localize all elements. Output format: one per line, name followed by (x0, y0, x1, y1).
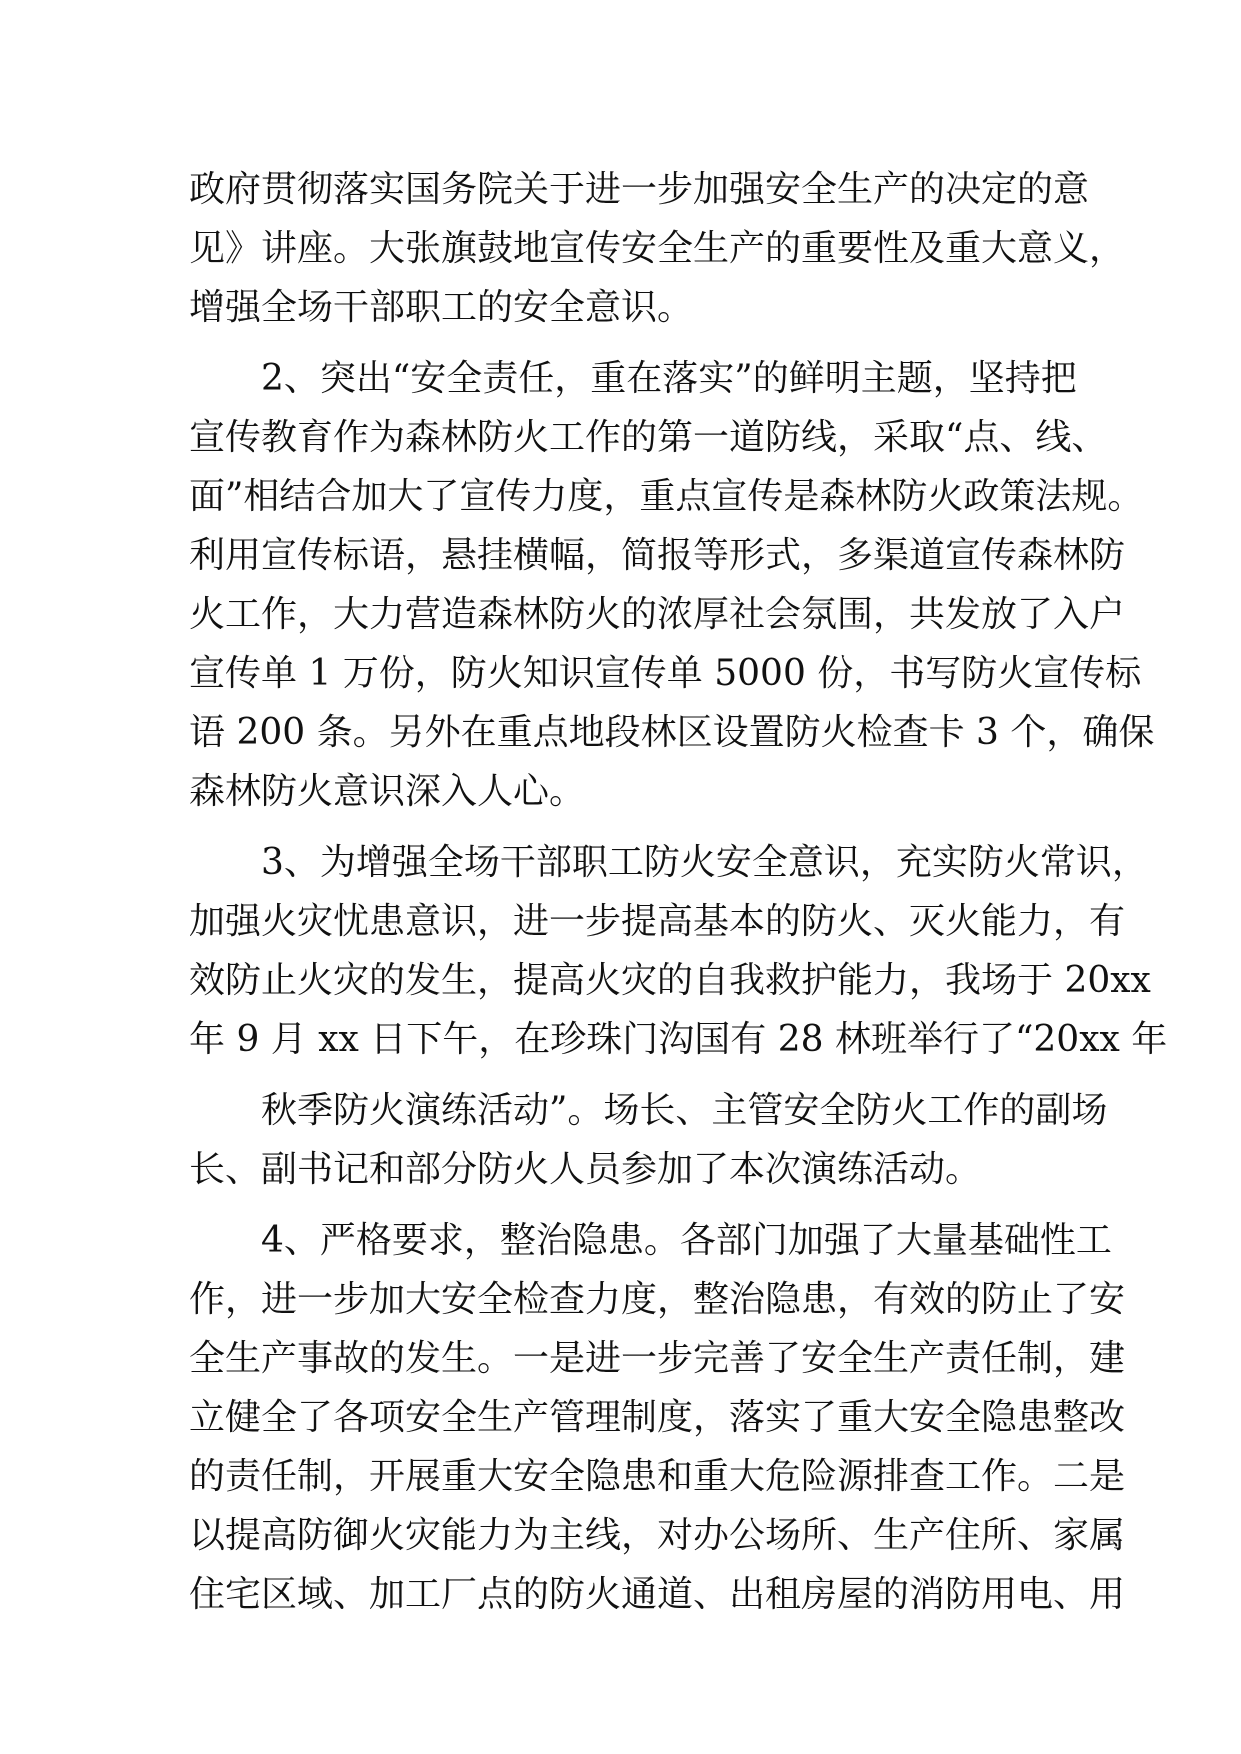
paragraph-gap (189, 337, 1059, 349)
paragraph-5 (189, 1211, 1126, 1624)
paragraph-gap (189, 1199, 1059, 1211)
text-line: 立健全了各项安全生产管理制度，落实了重大安全隐患整改 (189, 1397, 1126, 1438)
text-line: 年 9 月 xx 日下午，在珍珠门沟国有 28 林班举行了“20xx 年 (189, 1019, 1168, 1060)
text-line: 2、突出“安全责任，重在落实”的鲜明主题，坚持把 (261, 358, 1077, 399)
text-line: 4、严格要求，整治隐患。各部门加强了大量基础性工 (261, 1220, 1112, 1261)
paragraph-gap (189, 821, 1059, 833)
text-line: 增强全场干部职工的安全意识。 (189, 287, 694, 328)
paragraph-4 (189, 1081, 1108, 1199)
text-line: 火工作，大力营造森林防火的浓厚社会氛围，共发放了入户 (189, 594, 1126, 635)
text-line: 秋季防火演练活动”。场长、主管安全防火工作的副场 (261, 1090, 1108, 1131)
text-line: 语 200 条。另外在重点地段林区设置防火检查卡 3 个，确保 (189, 712, 1155, 753)
text-line: 面”相结合加大了宣传力度，重点宣传是森林防火政策法规。 (189, 476, 1144, 517)
document-body (189, 160, 1168, 1624)
paragraph-3 (189, 833, 1168, 1069)
paragraph-2 (189, 349, 1155, 821)
text-line: 3、为增强全场干部职工防火安全意识，充实防火常识， (261, 842, 1148, 883)
text-line: 政府贯彻落实国务院关于进一步加强安全生产的决定的意 (189, 169, 1090, 210)
text-line: 宣传单 1 万份，防火知识宣传单 5000 份，书写防火宣传标 (189, 653, 1142, 694)
text-line: 森林防火意识深入人心。 (189, 771, 586, 812)
text-line: 加强火灾忧患意识，进一步提高基本的防火、灭火能力，有 (189, 901, 1126, 942)
text-line: 作，进一步加大安全检查力度，整治隐患，有效的防止了安 (189, 1279, 1126, 1320)
text-line: 见》讲座。大张旗鼓地宣传安全生产的重要性及重大意义， (189, 228, 1126, 269)
text-line: 住宅区域、加工厂点的防火通道、出租房屋的消防用电、用 (189, 1574, 1126, 1615)
text-line: 利用宣传标语，悬挂横幅，简报等形式，多渠道宣传森林防 (189, 535, 1126, 576)
text-line: 以提高防御火灾能力为主线，对办公场所、生产住所、家属 (189, 1515, 1126, 1556)
text-line: 的责任制，开展重大安全隐患和重大危险源排查工作。二是 (189, 1456, 1126, 1497)
paragraph-gap (189, 1069, 1059, 1081)
text-line: 效防止火灾的发生，提高火灾的自我救护能力，我场于 20xx (189, 960, 1151, 1001)
text-line: 全生产事故的发生。一是进一步完善了安全生产责任制，建 (189, 1338, 1126, 1379)
text-line: 长、副书记和部分防火人员参加了本次演练活动。 (189, 1149, 982, 1190)
text-line: 宣传教育作为森林防火工作的第一道防线，采取“点、线、 (189, 417, 1108, 458)
paragraph-1 (189, 160, 1126, 337)
